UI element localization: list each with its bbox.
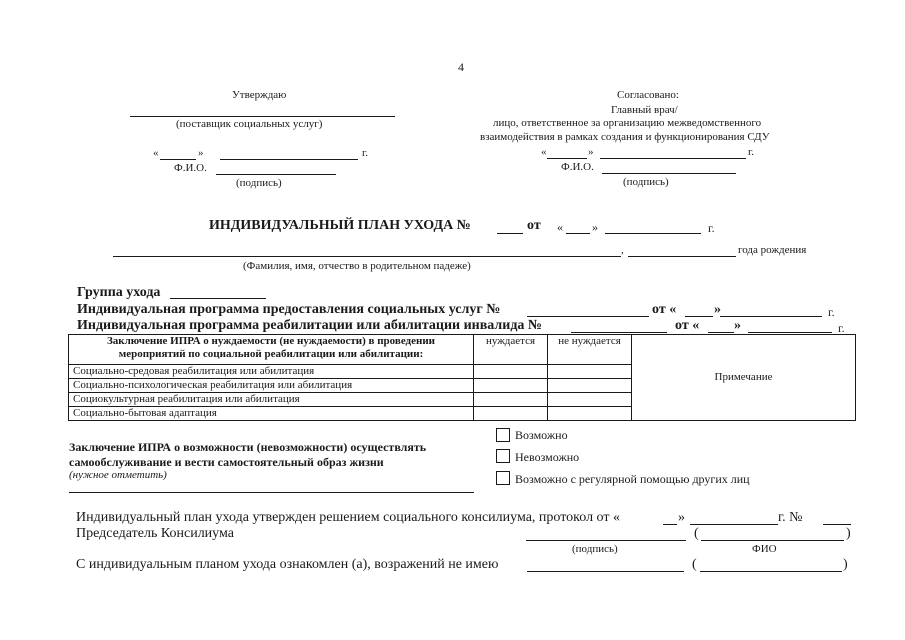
chair-signature-caption: (подпись) bbox=[572, 543, 618, 555]
chair-open-paren: ( bbox=[694, 526, 699, 541]
approval-day-field[interactable] bbox=[663, 524, 677, 525]
name-caption: (Фамилия, имя, отчество в родительном падеже) bbox=[243, 260, 471, 272]
table-header-needs: нуждается bbox=[474, 335, 548, 365]
agree-date-close: » bbox=[588, 146, 594, 158]
not-needs-cell[interactable] bbox=[548, 379, 632, 393]
rehab-program-month-field[interactable] bbox=[748, 332, 832, 333]
needs-cell[interactable] bbox=[474, 365, 548, 379]
rehab-program-label: Индивидуальная программа реабилитации или абилитации инвалида № bbox=[77, 318, 542, 333]
approve-fio-field[interactable] bbox=[216, 174, 336, 175]
rehab-program-close: » bbox=[734, 318, 741, 333]
birth-year-label: года рождения bbox=[738, 244, 807, 256]
table-header-note[interactable] bbox=[632, 335, 856, 421]
option-impossible-label: Невозможно bbox=[515, 450, 580, 464]
familiar-signature-field[interactable] bbox=[527, 571, 684, 572]
approve-day-field[interactable] bbox=[160, 159, 196, 160]
plan-date-close: » bbox=[592, 220, 598, 234]
social-program-month-field[interactable] bbox=[720, 316, 822, 317]
chair-close-paren: ) bbox=[846, 526, 851, 541]
approve-signature-caption: (подпись) bbox=[236, 177, 282, 189]
social-program-close: » bbox=[714, 302, 721, 317]
approve-fio-label: Ф.И.О. bbox=[174, 162, 207, 174]
care-group-label: Группа ухода bbox=[77, 285, 161, 300]
plan-from-label: от bbox=[527, 218, 541, 233]
familiar-open-paren: ( bbox=[692, 557, 697, 572]
familiar-text: С индивидуальным планом ухода ознакомлен (а), возражений не имею bbox=[76, 557, 499, 572]
agree-month-field[interactable] bbox=[600, 158, 746, 159]
row-label: Социально-психологическая реабилитация или абилитация bbox=[69, 379, 474, 393]
selfcare-line2: самообслуживание и вести самостоятельный образ жизни bbox=[69, 455, 384, 469]
possible-with-help-checkbox[interactable] bbox=[496, 471, 510, 485]
care-group-field[interactable] bbox=[170, 298, 266, 299]
not-needs-cell[interactable] bbox=[548, 393, 632, 407]
impossible-checkbox[interactable] bbox=[496, 449, 510, 463]
name-comma: , bbox=[621, 244, 624, 256]
option-possible-with-help-label: Возможно с регулярной помощью других лиц bbox=[515, 472, 750, 486]
approval-month-field[interactable] bbox=[690, 524, 778, 525]
agree-day-field[interactable] bbox=[547, 158, 587, 159]
person-name-field[interactable] bbox=[113, 256, 621, 257]
approve-date-open: « bbox=[153, 147, 159, 159]
approve-year-suffix: г. bbox=[362, 147, 369, 159]
social-program-day-field[interactable] bbox=[685, 316, 713, 317]
agree-date-open: « bbox=[541, 146, 547, 158]
needs-cell[interactable] bbox=[474, 379, 548, 393]
note-label: Примечание bbox=[714, 371, 773, 383]
provider-line[interactable] bbox=[130, 116, 395, 117]
approval-close: » bbox=[678, 510, 685, 525]
ipra-needs-table bbox=[68, 334, 856, 421]
rehab-program-number-field[interactable] bbox=[571, 332, 667, 333]
social-program-number-field[interactable] bbox=[527, 316, 649, 317]
chair-fio-field[interactable] bbox=[701, 540, 844, 541]
row-label: Социально-средовая реабилитация или абилитация bbox=[69, 365, 474, 379]
rehab-program-day-field[interactable] bbox=[708, 332, 734, 333]
agree-chief: Главный врач/ bbox=[611, 104, 678, 116]
agree-fio-field[interactable] bbox=[602, 173, 736, 174]
plan-title: ИНДИВИДУАЛЬНЫЙ ПЛАН УХОДА № bbox=[209, 218, 471, 233]
rehab-program-from: от « bbox=[675, 318, 700, 333]
familiar-fio-field[interactable] bbox=[700, 571, 842, 572]
chair-label: Председатель Консилиума bbox=[76, 526, 234, 541]
page-number: 4 bbox=[458, 60, 464, 74]
needs-cell[interactable] bbox=[474, 393, 548, 407]
familiar-close-paren: ) bbox=[843, 557, 848, 572]
plan-year-suffix: г. bbox=[708, 221, 715, 235]
option-possible-label: Возможно bbox=[515, 428, 568, 442]
agree-signature-caption: (подпись) bbox=[623, 176, 669, 188]
chair-fio-caption: ФИО bbox=[752, 543, 777, 555]
row-label: Социокультурная реабилитация или абилитация bbox=[69, 393, 474, 407]
agree-fio-label: Ф.И.О. bbox=[561, 161, 594, 173]
social-program-label: Индивидуальная программа предоставления социальных услуг № bbox=[77, 302, 501, 317]
approve-month-field[interactable] bbox=[220, 159, 358, 160]
rehab-program-year: г. bbox=[838, 321, 845, 335]
chair-signature-field[interactable] bbox=[526, 540, 686, 541]
table-header-conclusion: Заключение ИПРА о нуждаемости (не нуждаемости) в проведении мероприятий по социальной реабилитации или абилитации: bbox=[69, 335, 474, 365]
approval-text: Индивидуальный план ухода утвержден решением социального консилиума, протокол от « bbox=[76, 510, 620, 525]
agree-title: Согласовано: bbox=[617, 89, 679, 101]
table-header-not-needs: не нуждается bbox=[548, 335, 632, 365]
row-label: Социально-бытовая адаптация bbox=[69, 407, 474, 421]
agree-line1: лицо, ответственное за организацию межведомственного bbox=[493, 117, 762, 129]
approval-protocol-number-field[interactable] bbox=[823, 524, 851, 525]
selfcare-line1: Заключение ИПРА о возможности (невозможности) осуществлять bbox=[69, 440, 427, 454]
approve-title: Утверждаю bbox=[232, 89, 287, 101]
plan-day-field[interactable] bbox=[566, 233, 590, 234]
selfcare-hint: (нужное отметить) bbox=[69, 469, 167, 481]
needs-cell[interactable] bbox=[474, 407, 548, 421]
provider-caption: (поставщик социальных услуг) bbox=[176, 118, 323, 130]
plan-month-field[interactable] bbox=[605, 233, 701, 234]
plan-date-open: « bbox=[557, 220, 563, 234]
agree-line2: взаимодействия в рамках создания и функционирования СДУ bbox=[480, 131, 770, 143]
approval-year-no: г. № bbox=[778, 510, 803, 525]
approve-date-close: » bbox=[198, 147, 204, 159]
possible-checkbox[interactable] bbox=[496, 428, 510, 442]
agree-year-suffix: г. bbox=[748, 146, 755, 158]
not-needs-cell[interactable] bbox=[548, 365, 632, 379]
selfcare-divider bbox=[69, 492, 474, 493]
social-program-from: от « bbox=[652, 302, 677, 317]
birth-year-field[interactable] bbox=[628, 256, 736, 257]
plan-number-field[interactable] bbox=[497, 233, 523, 234]
social-program-year: г. bbox=[828, 305, 835, 319]
not-needs-cell[interactable] bbox=[548, 407, 632, 421]
